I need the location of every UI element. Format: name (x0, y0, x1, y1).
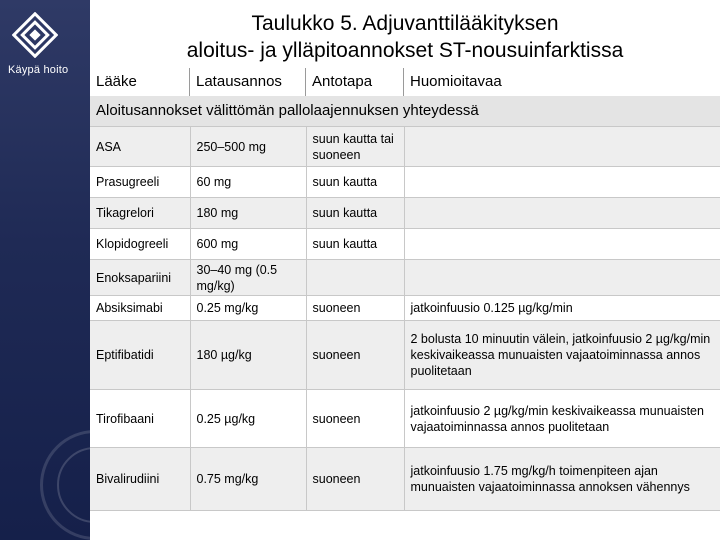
table-row (90, 167, 720, 198)
dose-cell: 250–500 mg (190, 127, 306, 167)
table-row (90, 198, 720, 229)
drug-cell: Prasugreeli (90, 167, 190, 198)
header-loading-dose: Latausannos (190, 68, 306, 96)
route-cell: suoneen (306, 390, 404, 448)
table-row (90, 260, 720, 296)
table-header (90, 68, 720, 96)
dose-cell: 0.25 mg/kg (190, 296, 306, 321)
note-cell (404, 229, 720, 260)
page-title (90, 10, 720, 64)
kaypa-hoito-logo-icon (12, 12, 58, 58)
header-notes: Huomioitavaa (410, 73, 502, 90)
note-cell: jatkoinfuusio 0.125 µg/kg/min (404, 296, 720, 321)
route-cell: suoneen (306, 321, 404, 390)
note-cell (404, 167, 720, 198)
note-cell: jatkoinfuusio 1.75 mg/kg/h toimenpiteen ajan munuaisten vajaatoiminnassa annoksen vähennys (404, 448, 720, 511)
route-cell: suun kautta (306, 229, 404, 260)
drug-cell: ASA (90, 127, 190, 167)
route-cell (306, 260, 404, 296)
section-title: Aloitusannokset välittömän pallolaajennuksen yhteydessä (90, 96, 720, 126)
note-cell (404, 198, 720, 229)
route-cell: suun kautta (306, 198, 404, 229)
sidebar-banner (0, 0, 90, 540)
dose-cell: 30–40 mg (0.5 mg/kg) (190, 260, 306, 296)
drug-cell: Bivalirudiini (90, 448, 190, 511)
drug-cell: Tirofibaani (90, 390, 190, 448)
route-cell: suoneen (306, 448, 404, 511)
table-row (90, 321, 720, 390)
drug-cell: Enoksapariini (90, 260, 190, 296)
note-cell: 2 bolusta 10 minuutin välein, jatkoinfuusio 2 µg/kg/min keskivaikeassa munuaisten vajaatoiminnassa annos puolitetaan (404, 321, 720, 390)
dose-cell: 0.75 mg/kg (190, 448, 306, 511)
title-line-1: Taulukko 5. Adjuvanttilääkityksen (251, 12, 559, 35)
table-row (90, 229, 720, 260)
table-row (90, 296, 720, 321)
drug-cell: Absiksimabi (90, 296, 190, 321)
dose-cell: 180 µg/kg (190, 321, 306, 390)
logo-text: Käypä hoito (8, 64, 69, 76)
note-cell: jatkoinfuusio 2 µg/kg/min keskivaikeassa munuaisten vajaatoiminnassa annos puolitetaan (404, 390, 720, 448)
route-cell: suun kautta (306, 167, 404, 198)
note-cell (404, 260, 720, 296)
route-cell: suun kautta tai suoneen (306, 127, 404, 167)
drug-cell: Eptifibatidi (90, 321, 190, 390)
header-drug: Lääke (90, 68, 190, 96)
drug-cell: Klopidogreeli (90, 229, 190, 260)
note-cell (404, 127, 720, 167)
table-row (90, 448, 720, 511)
dose-cell: 0.25 µg/kg (190, 390, 306, 448)
dosage-table (90, 126, 720, 511)
title-line-2: aloitus- ja ylläpitoannokset ST-nousuinfarktissa (186, 39, 624, 62)
dose-cell: 60 mg (190, 167, 306, 198)
header-route: Antotapa (306, 68, 404, 96)
dose-cell: 600 mg (190, 229, 306, 260)
drug-cell: Tikagrelori (90, 198, 190, 229)
dose-cell: 180 mg (190, 198, 306, 229)
table-row (90, 390, 720, 448)
table-row (90, 127, 720, 167)
route-cell: suoneen (306, 296, 404, 321)
